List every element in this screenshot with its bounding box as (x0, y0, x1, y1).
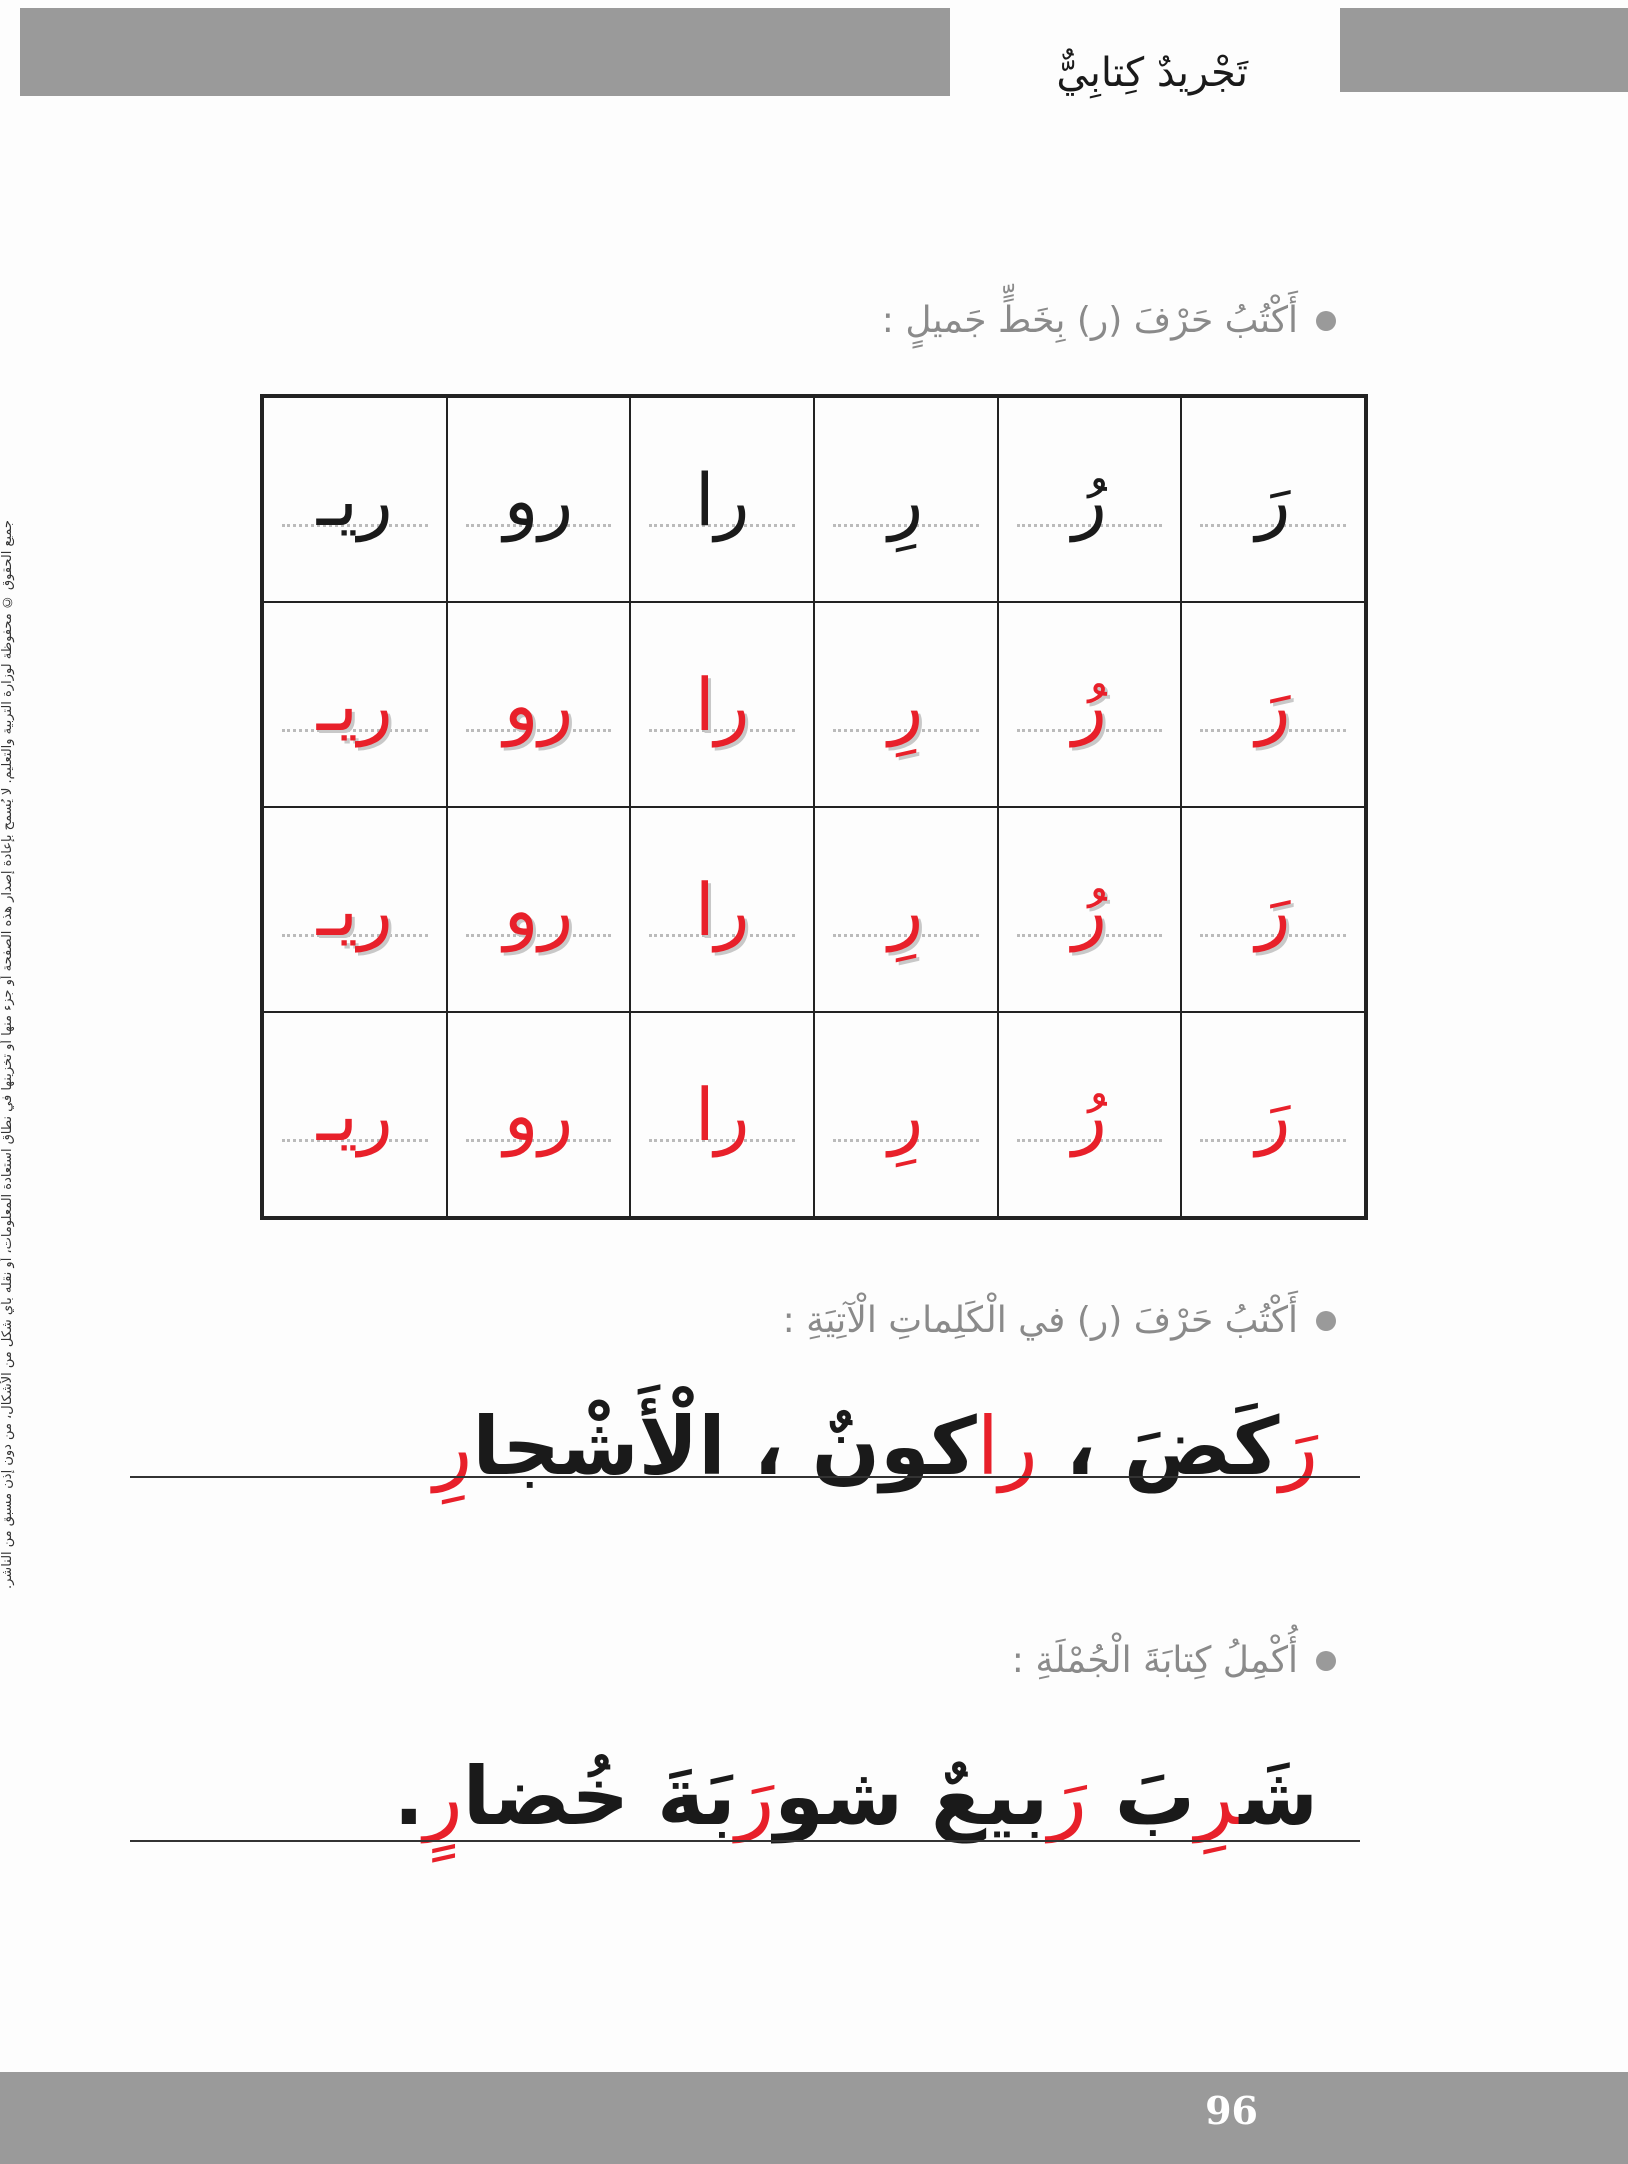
bullet-icon (1316, 311, 1336, 331)
handwritten-letter: را (694, 662, 750, 747)
grid-cell[interactable] (1181, 1012, 1365, 1217)
header-bar-left (20, 8, 950, 96)
exercise2-instruction (783, 1300, 1336, 1341)
sentence-part: شَ (1239, 1750, 1318, 1843)
grid-cell[interactable] (1181, 602, 1365, 807)
exercise2-words[interactable] (434, 1400, 1318, 1493)
sentence-part: . (393, 1750, 425, 1843)
grid-cell[interactable] (263, 602, 447, 807)
handwritten-letter: رِ (888, 1072, 924, 1157)
grid-cell[interactable] (630, 397, 814, 602)
section-title: تَجْريدٌ كِتابِيٌّ (1056, 50, 1248, 96)
grid-cell[interactable] (447, 602, 631, 807)
handwritten-letter: رٍ (424, 1750, 463, 1843)
handwritten-letter: رِ (433, 1400, 473, 1493)
grid-cell[interactable] (263, 1012, 447, 1217)
grid-cell[interactable] (447, 1012, 631, 1217)
bullet-icon (1316, 1651, 1336, 1671)
grid-cell[interactable] (814, 1012, 998, 1217)
handwritten-letter: ريـ (316, 1072, 393, 1157)
model-letter: رَ (1255, 457, 1291, 542)
grid-cell[interactable] (1181, 397, 1365, 602)
exercise1-instruction-text: أَكْتُبُ حَرْفَ (ر) بِخَطٍّ جَميلٍ : (881, 300, 1298, 341)
exercise2-instruction-text: أَكْتُبُ حَرْفَ (ر) في الْكَلِماتِ الْآتِيَةِ : (782, 1300, 1298, 1341)
exercise3-instruction (1012, 1640, 1336, 1681)
word-separator: ، (725, 1400, 812, 1493)
handwritten-letter: رَ (1279, 1400, 1318, 1493)
grid-cell[interactable] (814, 807, 998, 1012)
grid-cell[interactable] (447, 807, 631, 1012)
copyright-note: جميع الحقوق © محفوظة لوزارة التربية والتعليم. لا يُسمح بإعادة إصدار هذه الصفحة أو جزء منها أو تخزينها في نطاق استعادة المعلومات، أو نقله بأي شكل من الأشكال، من دون إذن مسبق من الناشر. (0, 520, 15, 1589)
handwritten-letter: رو (503, 662, 574, 747)
grid-cell[interactable] (263, 807, 447, 1012)
handwritten-letter: رو (503, 1072, 574, 1157)
grid-cell[interactable] (998, 397, 1182, 602)
grid-cell[interactable] (447, 397, 631, 602)
word-separator: ، (1037, 1400, 1124, 1493)
letter-practice-grid (260, 394, 1368, 1220)
grid-cell[interactable] (630, 602, 814, 807)
handwritten-letter: را (976, 1400, 1038, 1493)
page-number: 96 (1205, 2088, 1258, 2133)
handwritten-letter: رِ (888, 867, 924, 952)
handwritten-letter: ريـ (316, 867, 393, 952)
header-bar-right (1340, 8, 1628, 92)
handwritten-letter: رَ (1255, 662, 1291, 747)
handwritten-letter: رَ (1255, 867, 1291, 952)
footer-bar (0, 2072, 1628, 2164)
grid-cell[interactable] (814, 602, 998, 807)
model-letter: رِ (888, 457, 924, 542)
handwritten-letter: رَ (1255, 1072, 1291, 1157)
writing-line (130, 1840, 1360, 1842)
word-part: كَضَ (1123, 1400, 1280, 1493)
exercise3-sentence[interactable] (394, 1750, 1318, 1843)
sentence-part: بَةَ خُضا (462, 1750, 736, 1843)
handwritten-letter: رَ (1048, 1750, 1087, 1843)
word-part: الْأَشْجا (472, 1400, 726, 1493)
grid-cell[interactable] (998, 1012, 1182, 1217)
model-letter: را (694, 457, 750, 542)
model-letter: ريـ (316, 457, 393, 542)
bullet-icon (1316, 1311, 1336, 1331)
model-letter: رو (503, 457, 574, 542)
exercise3-instruction-text: أُكْمِلُ كِتابَةَ الْجُمْلَةِ : (1011, 1640, 1298, 1681)
writing-line (130, 1476, 1360, 1478)
word-part: كونٌ (811, 1400, 977, 1493)
grid-cell[interactable] (998, 807, 1182, 1012)
handwritten-letter: رِ (1195, 1750, 1240, 1843)
handwritten-letter: را (694, 1072, 750, 1157)
handwritten-letter: رُ (1072, 867, 1107, 952)
grid-cell[interactable] (630, 1012, 814, 1217)
grid-cell[interactable] (998, 602, 1182, 807)
model-letter: رُ (1072, 457, 1107, 542)
grid-cell[interactable] (814, 397, 998, 602)
handwritten-letter: رَ (735, 1750, 775, 1843)
handwritten-letter: رو (503, 867, 574, 952)
grid-cell[interactable] (1181, 807, 1365, 1012)
grid-cell[interactable] (630, 807, 814, 1012)
handwritten-letter: را (694, 867, 750, 952)
sentence-part: بَ (1086, 1750, 1196, 1843)
sentence-part: بيعٌ شو (774, 1750, 1049, 1843)
exercise1-instruction (882, 300, 1336, 341)
grid-cell[interactable] (263, 397, 447, 602)
handwritten-letter: رُ (1072, 1072, 1107, 1157)
handwritten-letter: ريـ (316, 662, 393, 747)
handwritten-letter: رُ (1072, 662, 1107, 747)
handwritten-letter: رِ (888, 662, 924, 747)
